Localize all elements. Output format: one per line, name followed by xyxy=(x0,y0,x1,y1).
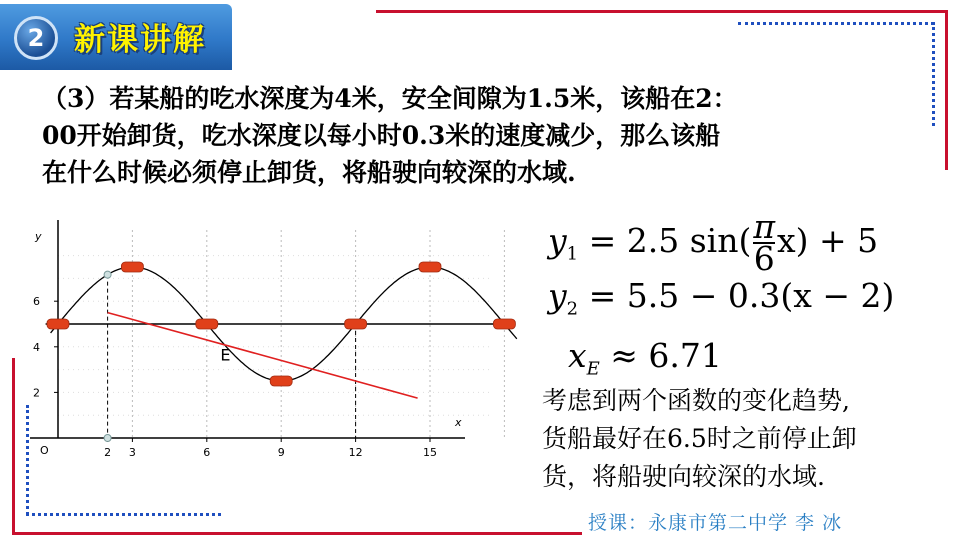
xe-subscript: E xyxy=(586,358,600,380)
conclusion-line: 货，将船驶向较深的水域. xyxy=(542,462,825,491)
x-tick-label: 15 xyxy=(423,446,437,459)
curve-marker xyxy=(47,319,69,329)
x-tick-label: 2 xyxy=(104,446,112,459)
y1-subscript: 1 xyxy=(566,243,579,265)
conclusion-line: 考虑到两个函数的变化趋势, xyxy=(542,386,850,415)
y-tick-label: 2 xyxy=(33,386,40,400)
y1-expr-a: = 2.5 sin( xyxy=(588,221,752,260)
y-tick-label: 4 xyxy=(33,340,40,354)
y1-fraction-den: 6 xyxy=(753,239,775,278)
problem-line: （3）若某船的吃水深度为4米，安全间隙为1.5米，该船在2： xyxy=(42,84,738,113)
section-title: 新课讲解 xyxy=(74,22,206,58)
curve-marker xyxy=(419,262,441,272)
y2-subscript: 2 xyxy=(566,298,579,320)
curve-marker xyxy=(121,262,143,272)
y-axis-label: y xyxy=(35,230,42,243)
top-blue-dotted-line xyxy=(738,22,934,25)
equation-xe xyxy=(568,336,722,380)
bottom-red-line xyxy=(12,532,582,535)
problem-line: 00开始卸货，吃水深度以每小时0.3米的速度减少，那么该船 xyxy=(42,121,721,150)
origin-label: O xyxy=(40,444,49,457)
curve-marker xyxy=(270,376,292,386)
x-tick-label: 12 xyxy=(348,446,363,459)
teacher-credit: 授课：永康市第二中学 李 冰 xyxy=(588,512,843,534)
right-red-line xyxy=(945,10,948,170)
y1-var: y xyxy=(548,221,567,260)
problem-line: 在什么时候必须停止卸货，将船驶向较深的水域. xyxy=(42,158,576,187)
x-tick-label: 3 xyxy=(128,446,136,459)
curve-marker xyxy=(345,319,367,329)
conclusion-text xyxy=(542,382,952,496)
equation-y2 xyxy=(548,276,894,320)
curve-marker xyxy=(493,319,515,329)
curve-marker xyxy=(196,319,218,329)
graph-labels xyxy=(33,230,462,459)
xe-expr: ≈ 6.71 xyxy=(610,336,722,375)
conclusion-line: 货船最好在6.5时之前停止卸 xyxy=(542,424,857,453)
point-marker xyxy=(104,435,111,442)
section-number-badge: 2 xyxy=(14,16,58,60)
y2-var: y xyxy=(548,276,567,315)
y1-fraction-num: π xyxy=(753,207,776,246)
graph-grid xyxy=(58,230,504,438)
x-axis-label: x xyxy=(455,416,462,429)
x-tick-label: 6 xyxy=(203,446,211,459)
top-red-line xyxy=(376,10,948,13)
y1-expr-b: x) + 5 xyxy=(777,221,879,260)
point-marker xyxy=(104,271,111,278)
bottom-blue-dotted-line xyxy=(26,513,221,516)
y1-fraction xyxy=(753,207,776,278)
point-e-label: E xyxy=(220,345,231,365)
y-tick-label: 6 xyxy=(33,295,40,309)
function-graph xyxy=(0,200,540,480)
problem-statement xyxy=(42,80,902,191)
graph-axes xyxy=(30,220,465,442)
equation-y1 xyxy=(548,207,879,278)
x-tick-label: 9 xyxy=(277,446,285,459)
right-blue-dotted-line xyxy=(932,22,935,126)
xe-var: x xyxy=(568,336,587,375)
y2-expr: = 5.5 − 0.3(x − 2) xyxy=(588,276,895,315)
depth-line xyxy=(108,313,418,399)
